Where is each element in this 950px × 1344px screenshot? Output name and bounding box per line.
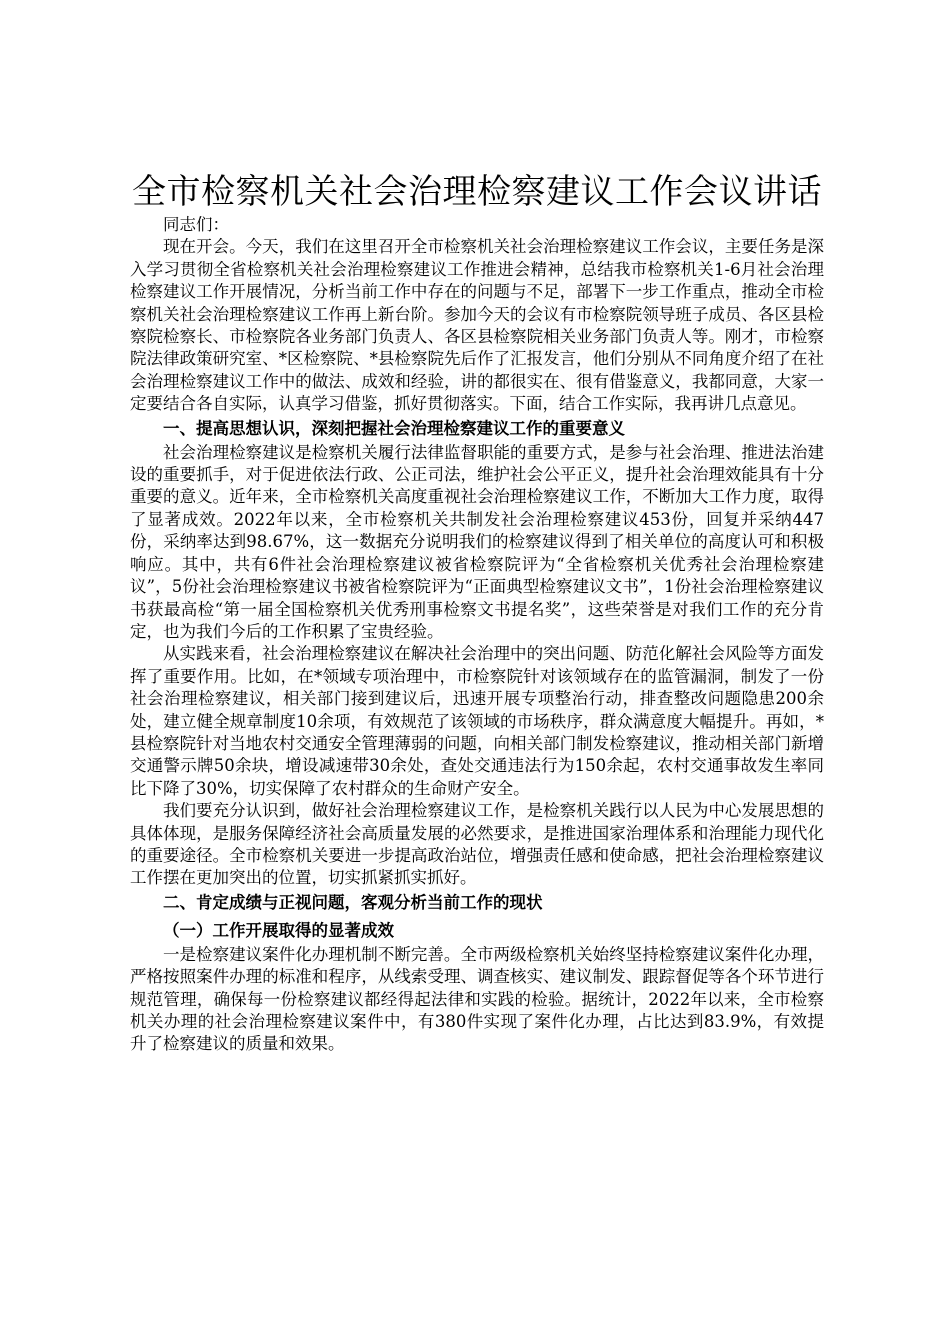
section-1-paragraph-1: 社会治理检察建议是检察机关履行法律监督职能的重要方式，是参与社会治理、推进法治建设的重要抓手，对于促进依法行政、公正司法，维护社会公平正义，提升社会治理效能具有十分重要的意义。近年来，全市检察机关高度重视社会治理检察建议工作，不断加大工作力度，取得了显著成效。2022年以来，全市检察机关共制发社会治理检察建议453份，回复并采纳447份，采纳率达到98.67%，这一数据充分说明我们的检察建议得到了相关单位的高度认可和积极响应。其中，共有6件社会治理检察建议被省检察院评为“全省检察机关优秀社会治理检察建议”，5份社会治理检察建议书被省检察院评为“正面典型检察建议文书”，1份社会治理检察建议书获最高检“第一届全国检察机关优秀刑事检察文书提名奖”，这些荣誉是对我们工作的充分肯定，也为我们今后的工作积累了宝贵经验。 <box>130 442 824 641</box>
document-title: 全市检察机关社会治理检察建议工作会议讲话 <box>132 172 822 212</box>
section-2-heading: 二、肯定成绩与正视问题，客观分析当前工作的现状 <box>163 892 543 912</box>
section-2-paragraph-1: 一是检察建议案件化办理机制不断完善。全市两级检察机关始终坚持检察建议案件化办理，严格按照案件办理的标准和程序，从线索受理、调查核实、建议制发、跟踪督促等各个环节进行规范管理，确保每一份检察建议都经得起法律和实践的检验。据统计，2022年以来，全市检察机关办理的社会治理检察建议案件中，有380件实现了案件化办理，占比达到83.9%，有效提升了检察建议的质量和效果。 <box>130 944 824 1054</box>
section-2-subheading: （一）工作开展取得的显著成效 <box>163 920 394 940</box>
section-1-paragraph-2: 从实践来看，社会治理检察建议在解决社会治理中的突出问题、防范化解社会风险等方面发挥了重要作用。比如，在*领域专项治理中，市检察院针对该领域存在的监管漏洞，制发了一份社会治理检察建议，相关部门接到建议后，迅速开展专项整治行动，排查整改问题隐患200余处，建立健全规章制度10余项，有效规范了该领域的市场秩序，群众满意度大幅提升。再如，*县检察院针对当地农村交通安全管理薄弱的问题，向相关部门制发检察建议，推动相关部门新增交通警示牌50余块，增设减速带30余处，查处交通违法行为150余起，农村交通事故发生率同比下降了30%，切实保障了农村群众的生命财产安全。 <box>130 644 824 798</box>
section-1-heading: 一、提高思想认识，深刻把握社会治理检察建议工作的重要意义 <box>163 418 625 438</box>
section-1-paragraph-3: 我们要充分认识到，做好社会治理检察建议工作，是检察机关践行以人民为中心发展思想的具体体现，是服务保障经济社会高质量发展的必然要求，是推进国家治理体系和治理能力现代化的重要途径。全市检察机关要进一步提高政治站位，增强责任感和使命感，把社会治理检察建议工作摆在更加突出的位置，切实抓紧抓实抓好。 <box>130 801 824 888</box>
intro-paragraph: 现在开会。今天，我们在这里召开全市检察机关社会治理检察建议工作会议，主要任务是深入学习贯彻全省检察机关社会治理检察建议工作推进会精神，总结我市检察机关1-6月社会治理检察建议工作开展情况，分析当前工作中存在的问题与不足，部署下一步工作重点，推动全市检察机关社会治理检察建议工作再上新台阶。参加今天的会议有市检察院领导班子成员、各区县检察院检察长、市检察院各业务部门负责人、各区县检察院相关业务部门负责人等。刚才，市检察院法律政策研究室、*区检察院、*县检察院先后作了汇报发言，他们分别从不同角度介绍了在社会治理检察建议工作中的做法、成效和经验，讲的都很实在、很有借鉴意义，我都同意，大家一定要结合各自实际，认真学习借鉴，抓好贯彻落实。下面，结合工作实际，我再讲几点意见。 <box>130 237 824 414</box>
salutation: 同志们： <box>163 215 229 234</box>
document-page <box>130 170 824 1056</box>
